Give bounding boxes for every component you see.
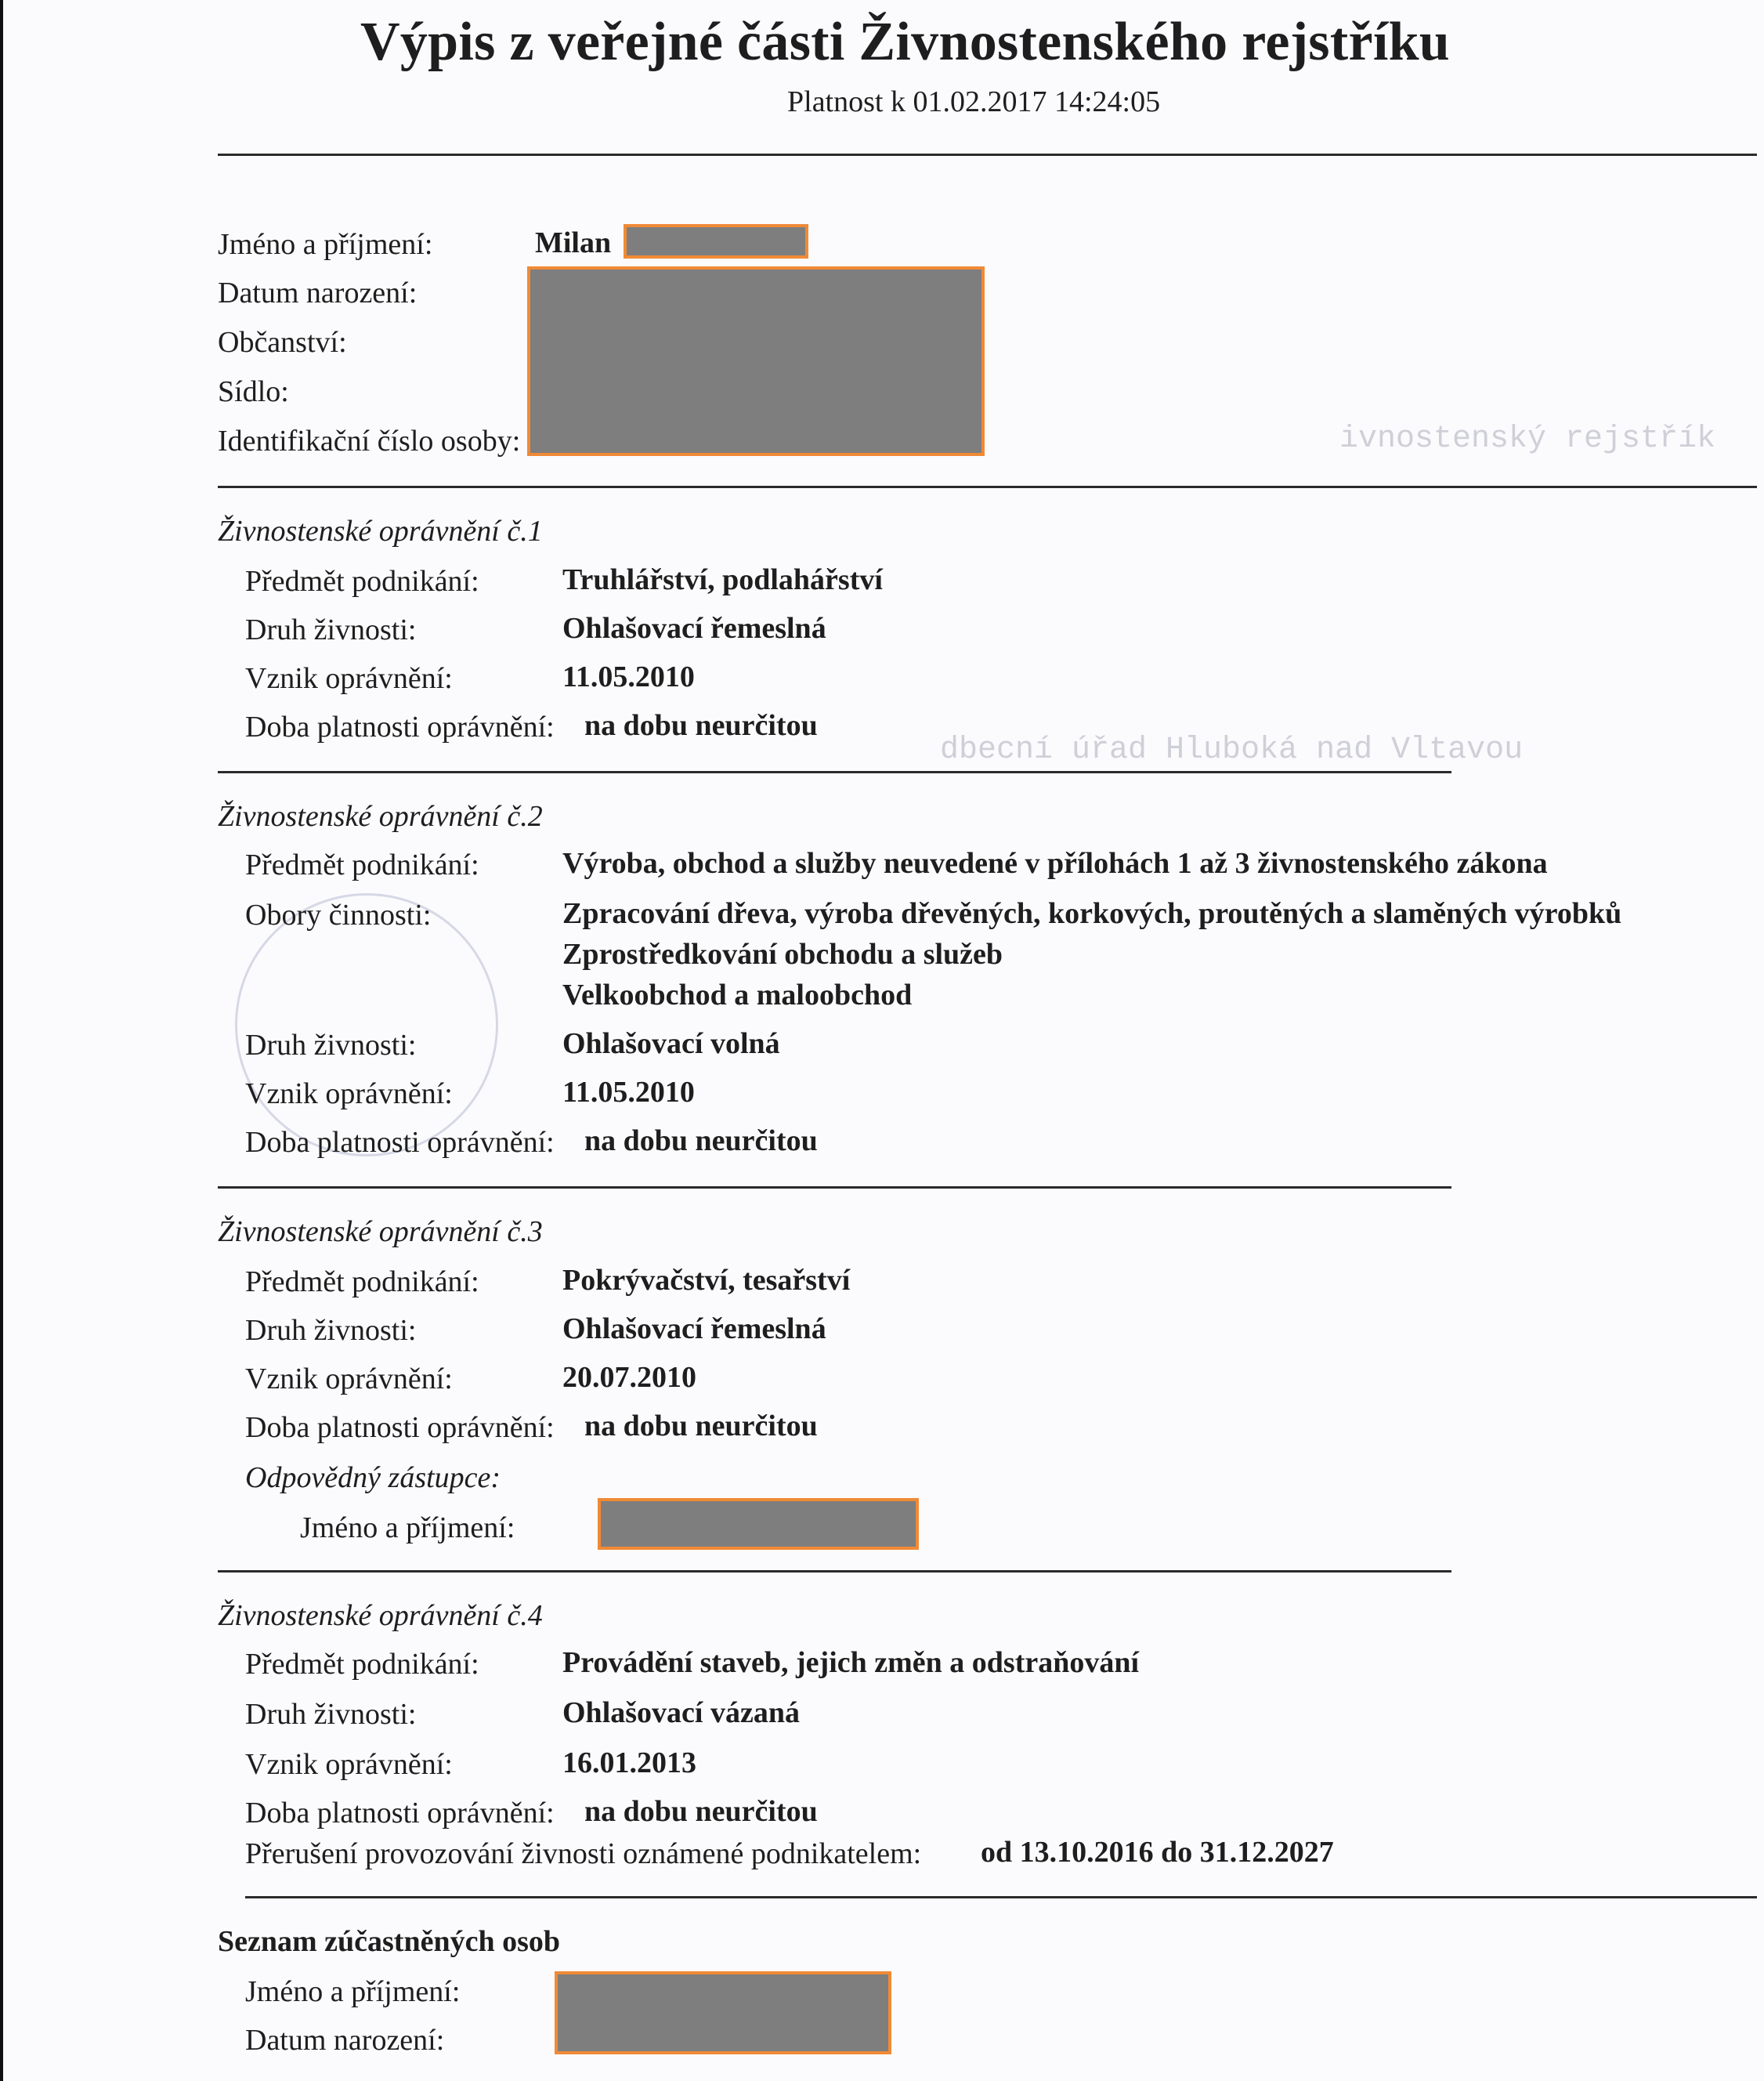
license-2-field-2: Zprostředkování obchodu a služeb: [562, 938, 1003, 971]
license-4-origin: 16.01.2013: [562, 1746, 696, 1779]
license-4-suspension-label: Přerušení provozování živnosti oznámené podnikatelem:: [245, 1837, 922, 1870]
participants-heading: Seznam zúčastněných osob: [218, 1925, 561, 1958]
person-id-label: Identifikační číslo osoby:: [218, 425, 521, 458]
redaction-participant-details: [555, 1971, 891, 2054]
license-2-origin-label: Vznik oprávnění:: [245, 1077, 453, 1110]
license-3-type-label: Druh živnosti:: [245, 1314, 417, 1347]
license-3-subject: Pokrývačství, tesařství: [562, 1264, 851, 1297]
license-1-type-label: Druh živnosti:: [245, 613, 417, 646]
license-3-subject-label: Předmět podnikání:: [245, 1265, 479, 1298]
license-1-type: Ohlašovací řemeslná: [562, 612, 826, 645]
license-2-subject-label: Předmět podnikání:: [245, 849, 479, 881]
license-1-origin-label: Vznik oprávnění:: [245, 662, 453, 695]
person-name-label: Jméno a příjmení:: [218, 228, 433, 261]
license-4-type: Ohlašovací vázaná: [562, 1696, 800, 1729]
license-4-type-label: Druh živnosti:: [245, 1698, 417, 1731]
license-3-type: Ohlašovací řemeslná: [562, 1312, 826, 1345]
license-1-heading: Živnostenské oprávnění č.1: [218, 515, 543, 548]
license-3-duration: na dobu neurčitou: [584, 1410, 818, 1442]
person-citizenship-label: Občanství:: [218, 326, 347, 359]
bleed-through-text-1: ivnostenský rejstřík: [1339, 422, 1716, 457]
license-3-representative-label: Odpovědný zástupce:: [245, 1461, 501, 1494]
redaction-personal-details: [527, 266, 985, 456]
license-1-origin: 11.05.2010: [562, 660, 695, 693]
license-1-subject: Truhlářství, podlahářství: [562, 563, 883, 596]
license-4-subject-label: Předmět podnikání:: [245, 1648, 479, 1681]
license-2-field-1: Zpracování dřeva, výroba dřevěných, korkových, proutěných a slaměných výrobků: [562, 897, 1622, 930]
license-2-heading: Živnostenské oprávnění č.2: [218, 800, 543, 833]
license-2-type-label: Druh živnosti:: [245, 1029, 417, 1062]
divider: [218, 154, 1757, 156]
scan-edge: [0, 0, 3, 2081]
participants-birth-label: Datum narození:: [245, 2024, 445, 2057]
license-4-origin-label: Vznik oprávnění:: [245, 1748, 453, 1781]
license-1-duration: na dobu neurčitou: [584, 709, 818, 742]
license-3-origin-label: Vznik oprávnění:: [245, 1363, 453, 1395]
person-birth-label: Datum narození:: [218, 277, 418, 309]
person-seat-label: Sídlo:: [218, 375, 289, 408]
divider: [218, 1186, 1451, 1189]
divider: [218, 771, 1451, 773]
license-4-duration-label: Doba platnosti oprávnění:: [245, 1797, 555, 1829]
license-3-representative-name-label: Jméno a příjmení:: [300, 1511, 515, 1544]
divider: [218, 1570, 1451, 1573]
license-4-heading: Živnostenské oprávnění č.4: [218, 1599, 543, 1632]
license-2-duration: na dobu neurčitou: [584, 1124, 818, 1157]
person-first-name: Milan: [535, 226, 612, 259]
redaction-surname: [624, 224, 808, 259]
document-title: Výpis z veřejné části Živnostenského rejstříku: [360, 12, 1451, 72]
license-4-suspension: od 13.10.2016 do 31.12.2027: [981, 1836, 1334, 1869]
license-3-duration-label: Doba platnosti oprávnění:: [245, 1411, 555, 1444]
license-2-fields-label: Obory činnosti:: [245, 899, 432, 932]
license-2-duration-label: Doba platnosti oprávnění:: [245, 1126, 555, 1159]
validity-date: Platnost k 01.02.2017 14:24:05: [787, 85, 1161, 118]
license-3-origin: 20.07.2010: [562, 1361, 696, 1394]
license-2-field-3: Velkoobchod a maloobchod: [562, 979, 913, 1012]
license-2-type: Ohlašovací volná: [562, 1027, 780, 1060]
redaction-representative-name: [598, 1498, 919, 1550]
license-2-subject: Výroba, obchod a služby neuvedené v přílohách 1 až 3 živnostenského zákona: [562, 847, 1548, 880]
divider: [218, 486, 1757, 488]
license-1-subject-label: Předmět podnikání:: [245, 565, 479, 598]
divider: [245, 1896, 1757, 1898]
faint-stamp: [235, 893, 498, 1156]
license-3-heading: Živnostenské oprávnění č.3: [218, 1215, 543, 1248]
license-4-duration: na dobu neurčitou: [584, 1795, 818, 1828]
participants-name-label: Jméno a příjmení:: [245, 1975, 461, 2008]
license-1-duration-label: Doba platnosti oprávnění:: [245, 711, 555, 744]
license-4-subject: Provádění staveb, jejich změn a odstraňování: [562, 1646, 1140, 1679]
bleed-through-text-2: dbecní úřad Hluboká nad Vltavou: [940, 733, 1524, 768]
license-2-origin: 11.05.2010: [562, 1076, 695, 1109]
